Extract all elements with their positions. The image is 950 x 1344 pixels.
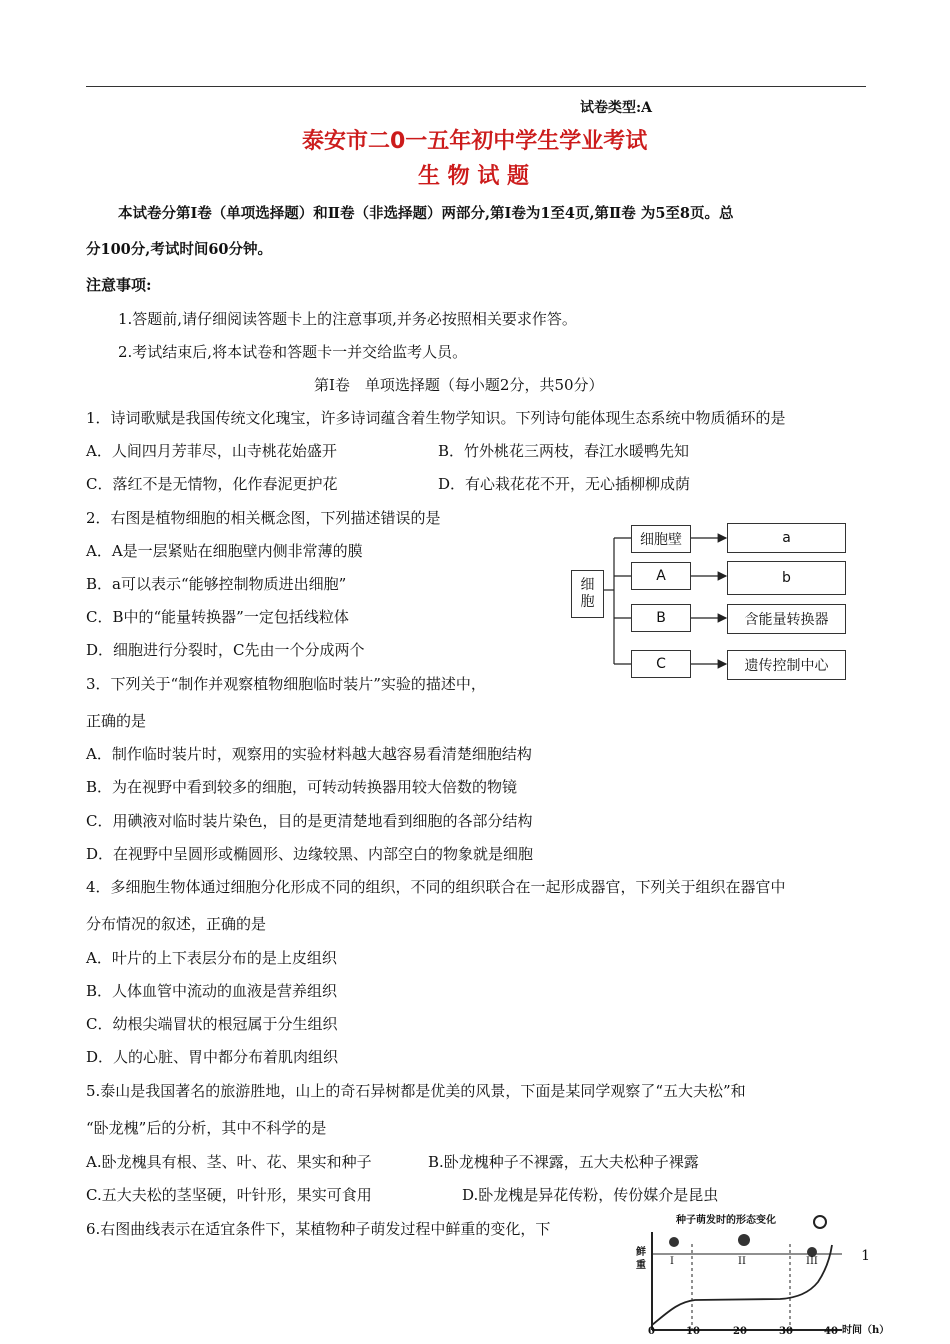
graph-x-tick: 30: [779, 1326, 793, 1337]
intro-line2: 分100分,考试时间60分钟。: [86, 241, 272, 258]
exam-subtitle: 生 物 试 题: [418, 164, 529, 189]
option-a: A．人间四月芳菲尽，山寺桃花始盛开: [86, 442, 337, 460]
concept-node-cell-wall: 细胞壁: [631, 525, 691, 553]
graph-ylabel: 鲜重: [636, 1247, 646, 1271]
concept-node-a: a: [727, 523, 846, 553]
option-d: D．人的心脏、胃中都分布着肌肉组织: [86, 1048, 339, 1066]
page-number: 1: [861, 1248, 870, 1264]
option-a: A.卧龙槐具有根、茎、叶、花、果实和种子: [86, 1153, 372, 1171]
concept-node-B: B: [631, 604, 691, 632]
graph-x-tick: 20: [733, 1326, 747, 1337]
option-b: B．人体血管中流动的血液是营养组织: [86, 982, 338, 1000]
graph-stage: III: [806, 1256, 818, 1267]
graph-x-tick: 40: [824, 1326, 838, 1337]
option-a: A．A是一层紧贴在细胞壁内侧非常薄的膜: [86, 542, 363, 560]
option-d: D．细胞进行分裂时，C先由一个分成两个: [86, 641, 365, 659]
concept-node-genetic: 遗传控制中心: [727, 650, 846, 680]
graph-title: 种子萌发时的形态变化: [676, 1215, 776, 1226]
concept-root-cell: 细 胞: [571, 570, 604, 618]
question-stem-cont: “卧龙槐”后的分析，其中不科学的是: [86, 1119, 327, 1137]
graph-x-tick: 10: [686, 1326, 700, 1337]
graph-stage: II: [738, 1256, 746, 1267]
option-c: C．B中的“能量转换器”一定包括线粒体: [86, 608, 349, 626]
section-title: 第Ⅰ卷 单项选择题（每小题2分，共50分）: [314, 376, 604, 394]
intro-line1: 本试卷分第Ⅰ卷（单项选择题）和Ⅱ卷（非选择题）两部分,第Ⅰ卷为1至4页,第Ⅱ卷 为5至8页。总: [118, 205, 734, 222]
question-stem-cont: 分布情况的叙述，正确的是: [86, 915, 267, 933]
option-a: A．叶片的上下表层分布的是上皮组织: [86, 949, 337, 967]
notes-heading: 注意事项:: [86, 276, 152, 294]
exam-title: 泰安市二0一五年初中学生学业考试: [302, 129, 648, 154]
question-stem: 4．多细胞生物体通过细胞分化形成不同的组织，不同的组织联合在一起形成器官，下列关于组织在器官中: [86, 878, 786, 896]
note-item: 2.考试结束后,将本试卷和答题卡一并交给监考人员。: [118, 343, 468, 361]
option-d: D.卧龙槐是异花传粉，传份媒介是昆虫: [462, 1186, 719, 1204]
option-c: C．幼根尖端冒状的根冠属于分生组织: [86, 1015, 338, 1033]
concept-node-b: b: [727, 561, 846, 595]
question-stem: 2．右图是植物细胞的相关概念图，下列描述错误的是: [86, 509, 441, 527]
option-a: A．制作临时装片时，观察用的实验材料越大越容易看清楚细胞结构: [86, 745, 532, 763]
option-d: D．有心栽花花不开，无心插柳柳成荫: [438, 475, 691, 493]
option-b: B.卧龙槐种子不裸露，五大夫松种子裸露: [428, 1153, 699, 1171]
paper-type: 试卷类型:A: [580, 100, 653, 116]
concept-node-energy: 含能量转换器: [727, 604, 846, 634]
option-c: C.五大夫松的茎坚硬，叶针形，果实可食用: [86, 1186, 372, 1204]
option-b: B．竹外桃花三两枝，春江水暖鸭先知: [438, 442, 690, 460]
question-stem: 5.泰山是我国著名的旅游胜地，山上的奇石异树都是优美的风景，下面是某同学观察了“五大夫松”和: [86, 1082, 746, 1100]
note-item: 1.答题前,请仔细阅读答题卡上的注意事项,并务必按照相关要求作答。: [118, 310, 577, 328]
graph-stage: I: [670, 1256, 674, 1267]
option-b: B．a可以表示“能够控制物质进出细胞”: [86, 575, 347, 593]
question-stem: 3．下列关于“制作并观察植物细胞临时装片”实验的描述中，: [86, 675, 486, 693]
question-stem-cont: 正确的是: [86, 712, 147, 730]
option-d: D．在视野中呈圆形或椭圆形、边缘较黑、内部空白的物象就是细胞: [86, 845, 534, 863]
concept-node-C: C: [631, 650, 691, 678]
graph-x-tick: 0: [648, 1326, 655, 1337]
option-c: C．落红不是无情物，化作春泥更护花: [86, 475, 338, 493]
graph-xlabel: 时间（h）: [842, 1325, 890, 1336]
question-stem: 1．诗词歌赋是我国传统文化瑰宝，许多诗词蕴含着生物学知识。下列诗句能体现生态系统中物质循环的是: [86, 409, 786, 427]
question-stem: 6.右图曲线表示在适宜条件下，某植物种子萌发过程中鲜重的变化，下: [86, 1220, 551, 1238]
option-b: B．为在视野中看到较多的细胞，可转动转换器用较大倍数的物镜: [86, 778, 518, 796]
concept-node-A: A: [631, 562, 691, 590]
option-c: C．用碘液对临时装片染色，目的是更清楚地看到细胞的各部分结构: [86, 812, 533, 830]
